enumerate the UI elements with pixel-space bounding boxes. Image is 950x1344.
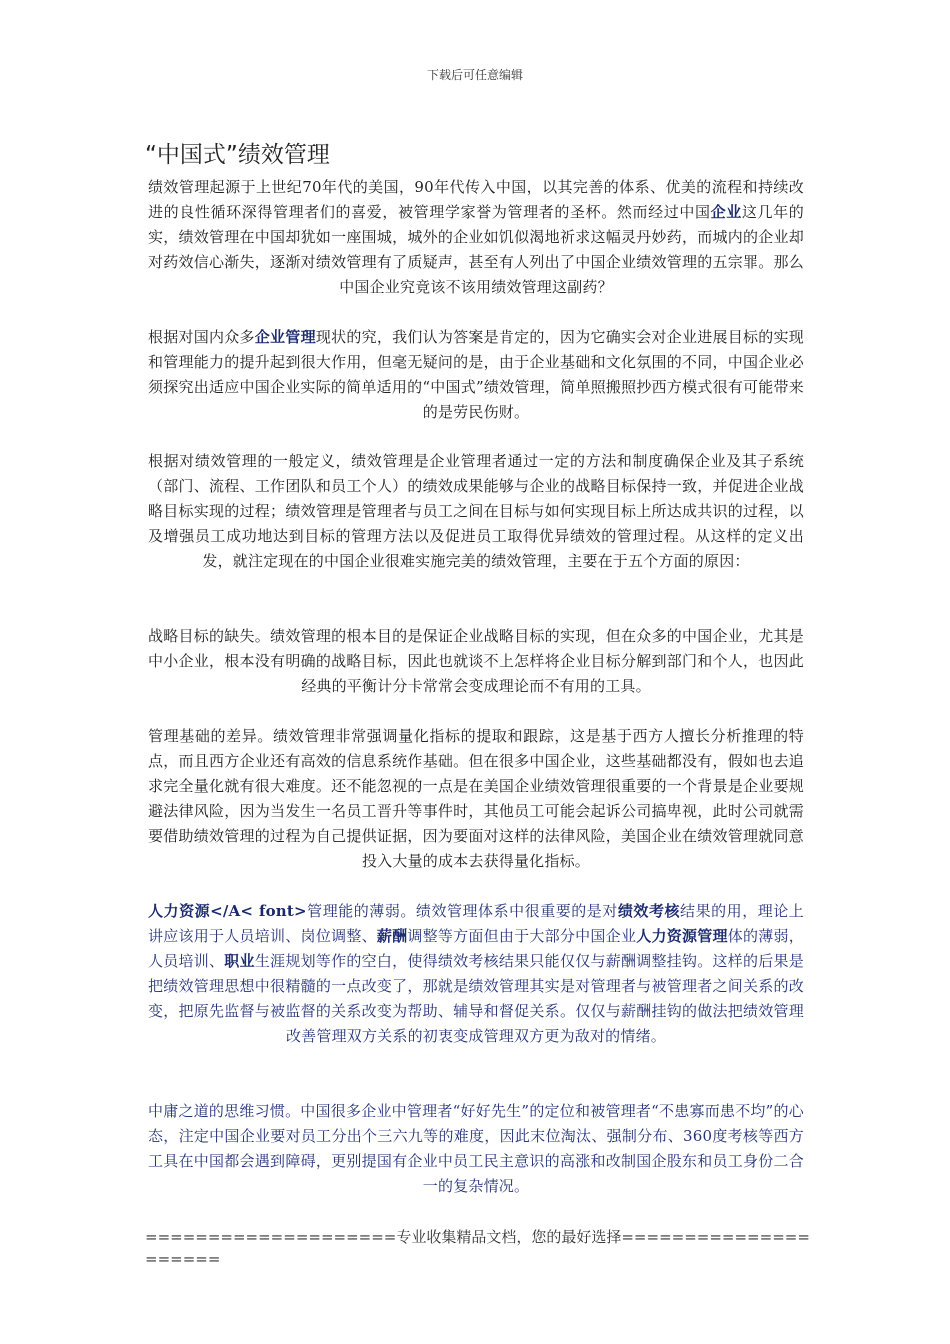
p6-text-4: 体的薄弱，人员培训、 [148,927,804,970]
paragraph-1 [148,175,804,300]
p2-text-2: 现状的究，我们认为答案是肯定的，因为它确实会对企业进展目标的实现和管理能力的提升起到很大作用，但毫无疑问的是，由于企业基础和文化氛围的不同，中国企业必须探究出适应中国企业实际的简单适用的“中国式”绩效管理，简单照搬照抄西方模式很有可能带来的是劳民伤财。 [148,328,804,421]
header-note: 下载后可任意编辑 [426,68,523,82]
paragraph-5: 管理基础的差异。绩效管理非常强调量化指标的提取和跟踪，这是基于西方人擅长分析推理的特点，而且西方企业还有高效的信息系统作基础。但在很多中国企业，这些基础都没有，假如也去追求完全量化就有很大难度。还不能忽视的一点是在美国企业绩效管理很重要的一个背景是企业要规避法律风险，因为当发生一名员工晋升等事件时，其他员工可能会起诉公司搞卑视，此时公司就需要借助绩效管理的过程为自己提供证据，因为要面对这样的法律风险，美国企业在绩效管理就同意投入大量的成本去获得量化指标。 [148,727,804,870]
paragraph-6 [148,899,804,1049]
page-title: “中国式”绩效管理 [145,142,330,168]
link-enterprise[interactable]: 企业 [710,203,742,221]
link-enterprise-management[interactable]: 企业管理 [254,328,316,346]
link-salary[interactable]: 薪酬 [376,927,408,945]
link-performance-appraisal[interactable]: 绩效考核 [617,902,681,920]
p6-text-5: 生涯规划等作的空白，使得绩效考核结果只能仅仅与薪酬调整挂钩。这样的后果是把绩效管理思想中很精髓的一点改变了，那就是绩效管理其实是对管理者与被管理者之间关系的改变，把原先监督与被监督的关系改变为帮助、辅导和督促关系。仅仅与薪酬挂钩的做法把绩效管理改善管理双方关系的初衷变成管理双方更为敌对的情绪。 [148,952,804,1045]
p1-text-2: 这几年的实，绩效管理在中国却犹如一座围城，城外的企业如饥似渴地祈求这幅灵丹妙药，而城内的企业却对药效信心渐失，逐渐对绩效管理有了质疑声，甚至有人列出了中国企业绩效管理的五宗罪。那么中国企业究竟该不该用绩效管理这副药？ [148,203,804,296]
paragraph-7: 中庸之道的思维习惯。中国很多企业中管理者“好好先生”的定位和被管理者“不患寡而患不均”的心态，注定中国企业要对员工分出个三六九等的难度，因此末位淘汰、强制分布、360度考核等西方工具在中国都会遇到障碍，更别提国有企业中员工民主意识的高涨和改制国企股东和员工身份二合一的复杂情况。 [148,1102,804,1195]
p6-text-2: 结果的用，理论上讲应该用于人员培训、岗位调整、 [148,902,804,945]
paragraph-3: 根据对绩效管理的一般定义，绩效管理是企业管理者通过一定的方法和制度确保企业及其子系统（部门、流程、工作团队和员工个人）的绩效成果能够与企业的战略目标保持一致，并促进企业战略目标实现的过程；绩效管理是管理者与员工之间在目标与如何实现目标上所达成共识的过程，以及增强员工成功地达到目标的管理方法以及促进员工取得优异绩效的管理过程。从这样的定义出发，就注定现在的中国企业很难实施完美的绩效管理，主要在于五个方面的原因： [148,452,804,570]
paragraph-4: 战略目标的缺失。绩效管理的根本目的是保证企业战略目标的实现，但在众多的中国企业，尤其是中小企业，根本没有明确的战略目标，因此也就谈不上怎样将企业目标分解到部门和个人，也因此经典的平衡计分卡常常会变成理论而不有用的工具。 [148,627,804,695]
link-human-resources[interactable]: 人力资源</A< font> [148,902,307,920]
p2-text-1: 根据对国内众多 [148,328,255,346]
p6-text-1: 管理能的薄弱。绩效管理体系中很重要的是对 [306,902,618,920]
link-hr-management[interactable]: 人力资源管理 [636,927,728,945]
link-career[interactable]: 职业 [224,952,255,970]
p1-text-1: 绩效管理起源于上世纪70年代的美国，90年代传入中国，以其完善的体系、优美的流程和持续改进的良性循环深得管理者们的喜爱，被管理学家誉为管理者的圣杯。然而经过中国 [148,178,804,221]
paragraph-2 [148,325,804,425]
footer-banner: ====================专业收集精品文档，您的最好选择===================== [145,1228,810,1268]
p6-text-3: 调整等方面但由于大部分中国企业 [407,927,637,945]
